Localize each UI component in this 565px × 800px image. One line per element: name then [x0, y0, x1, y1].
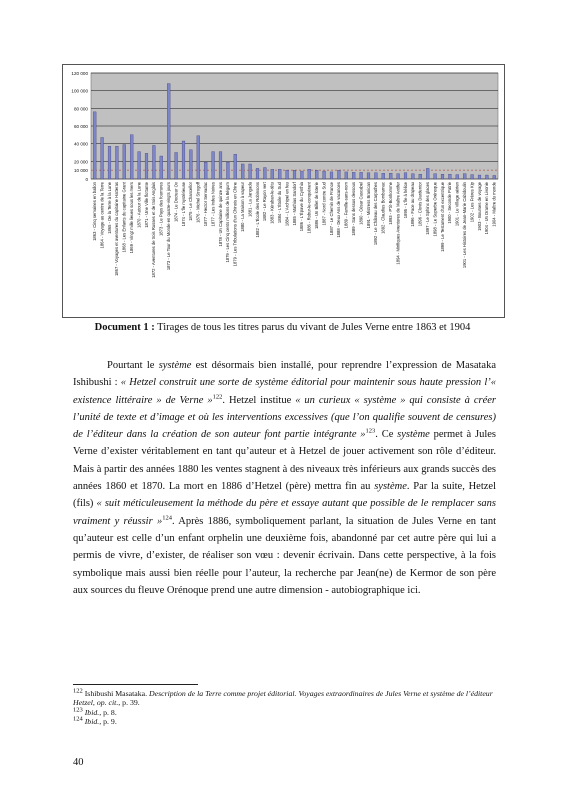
bar	[323, 171, 326, 179]
text-run: , p. 39.	[118, 698, 140, 708]
bar	[315, 170, 318, 179]
bar	[397, 174, 400, 179]
y-tick-label: 120 000	[71, 71, 88, 76]
bar	[382, 173, 385, 179]
bar	[471, 175, 474, 179]
bar	[463, 174, 466, 179]
page-number: 40	[73, 757, 84, 768]
x-tick-label: 1877 - Hector Servadac	[203, 182, 208, 227]
footnote-122	[73, 689, 496, 708]
text-run: op. cit.	[96, 698, 119, 708]
bar	[101, 137, 104, 179]
text-run: système	[158, 360, 192, 371]
x-tick-label: 1884 - L'Étoile du Sud	[277, 182, 282, 224]
caption-text: Tirages de tous les titres parus du vivant de Jules Verne entre 1863 et 1904	[154, 322, 471, 333]
bar	[182, 141, 185, 179]
bar	[130, 135, 133, 179]
paragraph	[73, 357, 496, 599]
bar	[167, 84, 170, 179]
x-tick-label: 1886 - Robur-le-conquérant	[306, 182, 312, 234]
text-run: ,	[92, 698, 97, 708]
text-run: Ibid.	[84, 707, 100, 717]
bar	[241, 164, 244, 179]
x-tick-label: 1901 - Les Histoires de Jean-Marie Cabidoulin	[462, 182, 467, 269]
x-tick-label: 1879 - Les Tribulations d'un Chinois en Chine	[232, 182, 238, 267]
bar	[263, 168, 266, 179]
x-tick-label: 1891 - Mistress Branican	[365, 182, 371, 229]
x-tick-label: 1873 - Le Tour du Monde en quatre-vingts jours	[166, 182, 171, 271]
x-tick-label: 1886 - Un Billet de loterie	[314, 182, 319, 230]
text-run: Ibid.	[84, 717, 100, 727]
x-tick-label: 1888 - Deux Ans de vacances	[336, 182, 342, 238]
x-tick-label: 1870 - Autour de la Lune	[136, 182, 142, 228]
x-tick-label: 1883 - Kéraban-le-têtu	[269, 182, 275, 224]
tirages-chart	[62, 64, 505, 318]
y-tick-label: 40 000	[73, 141, 88, 147]
x-tick-label: 1904 - Maître du monde	[491, 182, 497, 227]
x-tick-label: 1868 - Les Enfants du capitaine Grant	[121, 182, 127, 253]
footnote-ref: 124	[162, 514, 172, 522]
text-run: . Par la suite, Hetzel (fils)	[73, 481, 496, 510]
footnotes	[73, 689, 496, 727]
text-run: « un curieux « système » qui consiste à créer l’unité de texte et d’image et où les interventions excessives (que l’on qualifie souvent de censures) de l’éditeur dans la création de son auteur font partie intégrante »	[73, 394, 496, 441]
footnote-ref: 122	[212, 393, 223, 401]
bar	[197, 136, 200, 179]
bar	[115, 146, 118, 179]
text-run: , p. 8.	[99, 707, 117, 717]
x-tick-label: 1896 - Clovis Dardentor	[417, 182, 423, 227]
x-tick-label: 1876 - Michel Strogoff	[195, 182, 201, 223]
bar	[93, 112, 96, 179]
footnote-123	[73, 708, 496, 717]
x-tick-label: 1894 - Mirifiques Aventures de Maître Antifer	[395, 182, 401, 265]
y-tick-label: 60 000	[73, 124, 88, 129]
bar	[204, 162, 207, 179]
x-tick-label: 1887 - Le Chemin de France	[328, 182, 334, 236]
x-tick-label: 1878 - Un Capitaine de quinze ans	[217, 182, 223, 247]
x-tick-label: 1889 - Sans dessus dessous	[351, 182, 356, 236]
bar	[419, 174, 422, 179]
y-tick-label: 20 000	[73, 159, 88, 165]
y-tick-label: 80 000	[73, 106, 88, 112]
bar	[485, 175, 488, 179]
bar	[367, 173, 370, 179]
x-tick-label: 1882 - L'École des Robinsons	[254, 182, 260, 238]
text-run: système	[374, 481, 407, 493]
bar	[434, 174, 437, 179]
x-tick-label: 1892 - Claudius Bombarnac	[380, 182, 386, 234]
x-tick-label: 1872 - Aventures de trois Russes et de trois Anglais	[151, 182, 157, 278]
bar	[138, 152, 141, 179]
text-run: « Hetzel construit une sorte de système éditorial pour maintenir sous haute pression l’« existence littéraire » de Verne »	[73, 377, 497, 406]
x-tick-label: 1879 - Les Cinq cents millions de la Bégum	[225, 182, 231, 263]
x-tick-label: 1901 - Le Village aérien	[454, 182, 460, 227]
footnote-ref: 124	[73, 715, 83, 723]
bar	[226, 162, 229, 179]
x-tick-label: 1873 - Le Pays des fourrures	[158, 182, 164, 237]
x-tick-label: 1896 - Face au drapeau	[410, 182, 416, 227]
bar	[389, 173, 392, 179]
x-tick-label: 1882 - Le Rayon vert	[262, 182, 268, 222]
x-tick-label: 1871 - Une Ville flottante	[143, 182, 149, 228]
bar	[404, 173, 407, 179]
x-tick-label: 1890 - César Cascabel	[358, 182, 364, 225]
bar	[249, 164, 252, 179]
x-tick-label: 1904 - Un Drame en Livonie	[484, 182, 490, 235]
bar	[212, 152, 215, 179]
x-tick-label: 1900 - Seconde Patrie	[447, 182, 453, 224]
text-run: Ishibushi Masataka.	[82, 689, 150, 698]
bar	[374, 173, 377, 179]
x-tick-label: 1884 - L'Archipel en feu	[284, 182, 290, 227]
x-tick-label: 1865 - De la Terre à la Lune	[106, 182, 112, 234]
bar	[219, 152, 222, 179]
bar	[493, 175, 496, 179]
footnote-124	[73, 717, 496, 726]
text-run: Pourtant le	[107, 360, 159, 371]
x-tick-label: 1864 - Voyage au centre de la Terre	[99, 182, 105, 249]
bar	[448, 174, 451, 179]
bar	[160, 156, 163, 179]
text-run: . Ce	[375, 429, 398, 441]
bar	[456, 175, 459, 179]
x-tick-label: 1899 - Le Testament d'un excentrique	[439, 182, 445, 252]
footnote-ref: 123	[73, 706, 83, 714]
bar	[271, 169, 274, 179]
x-tick-label: 1903 - Bourses de voyage	[476, 182, 482, 231]
bar	[345, 172, 348, 179]
bar	[300, 171, 303, 179]
bar	[108, 146, 111, 179]
bar	[286, 170, 289, 179]
footnote-ref: 122	[73, 687, 83, 695]
x-tick-label: 1902 - Les Frères Kip	[469, 182, 475, 223]
x-tick-label: 1875 - Le Chancellor	[188, 182, 194, 221]
x-tick-label: 1887 - Nord contre Sud	[321, 182, 327, 226]
bar	[145, 153, 148, 179]
x-tick-label: 1897 - Le Sphinx des glaces	[425, 182, 430, 235]
text-run: « suit méticuleusement la méthode du père et essaye autant que possible de le remplacer sans vraiment y réussir »	[73, 498, 496, 527]
figure-caption	[62, 322, 503, 333]
x-tick-label: 1874 - Le Docteur Ox	[173, 182, 179, 223]
text-run: . Après 1886, symboliquement parlant, la situation de Jules Verne en tant qu’auteur est celle d’un enfant orphelin une deuxième fois, abandonné par cet autre père qui lui a permis de vivre, d’exister, de réaliser son vœu : devenir écrivain. Dans cette perspective, à la fois symbolique mais aussi bien réelle pour l’auteur, la recherche par Jean(ne) de Kermor de son père aux sources du fleuve Orénoque prend une autre dimension - autobiographique ici.	[73, 515, 496, 596]
footnote-ref: 123	[365, 427, 376, 435]
text-run: . Hetzel institue	[222, 394, 296, 406]
bar	[123, 145, 126, 179]
caption-label: Document 1 :	[94, 322, 155, 333]
text-run: Description de la Terre comme projet éditorial. Voyages extraordinaires de Jules Verne et système de l’éditeur Hetzel	[73, 689, 493, 708]
x-tick-label: 1867 - Voyages et aventures du capitaine Hatteras	[114, 182, 120, 277]
bar	[441, 174, 444, 179]
body-text	[73, 357, 496, 599]
x-tick-label: 1880 - La Maison à vapeur	[240, 182, 245, 232]
bar	[189, 150, 192, 179]
bar	[278, 169, 281, 179]
bar	[234, 154, 237, 179]
y-tick-label: 0	[85, 177, 88, 182]
text-run: système	[397, 429, 430, 441]
x-tick-label: 1892 - Le Château des Carpathes	[373, 182, 379, 246]
y-tick-label: 10 000	[73, 168, 88, 174]
bar	[411, 174, 414, 179]
bar	[175, 153, 178, 180]
bar	[256, 168, 259, 179]
bar	[152, 145, 155, 179]
x-tick-label: 1898 - Le Superbe Orénoque	[432, 182, 438, 237]
x-tick-label: 1874 - L'Île mystérieuse	[180, 182, 186, 227]
bar	[478, 175, 481, 179]
x-tick-label: 1863 - Cinq semaines en ballon	[92, 182, 97, 241]
bar	[352, 172, 355, 179]
x-tick-label: 1869 - Vingt mille lieues sous les mers	[129, 182, 134, 254]
x-tick-label: 1885 - Mathias Sandorf	[291, 181, 297, 226]
text-run: , p. 9.	[99, 717, 117, 727]
x-tick-label: 1886 - L'Épave du Cynthia	[299, 182, 305, 232]
chart-canvas	[63, 65, 504, 317]
text-run: est désormais bien installé, pour reprendre l’expression de Masataka Ishibushi :	[73, 360, 496, 389]
bar	[337, 170, 340, 179]
bar	[360, 172, 363, 179]
y-tick-label: 100 000	[71, 88, 88, 94]
x-tick-label: 1893 - P'tit-Bonhomme	[388, 182, 393, 225]
x-tick-label: 1877 - Les Indes Noires	[210, 182, 216, 227]
bar	[330, 172, 333, 179]
x-tick-label: 1881 - La Jangada	[247, 182, 253, 217]
text-run: permet à Jules Verne d’exister véritablement en tant qu’auteur et à Hetzel de jouer activement son rôle d’éditeur. Mais à partir des années 1880 les ventes stagnent à des niveaux très inférieurs aux grands succès des années 1860 et 1870. La mort en 1886 d’Hetzel (père) mettra fin au	[73, 429, 497, 493]
bar	[293, 170, 296, 179]
bar	[308, 169, 311, 179]
bar	[426, 168, 429, 179]
footnote-separator	[73, 684, 198, 685]
x-tick-label: 1895 - L'Île à hélice	[402, 182, 408, 219]
x-tick-label: 1889 - Famille-sans-nom	[343, 182, 349, 229]
